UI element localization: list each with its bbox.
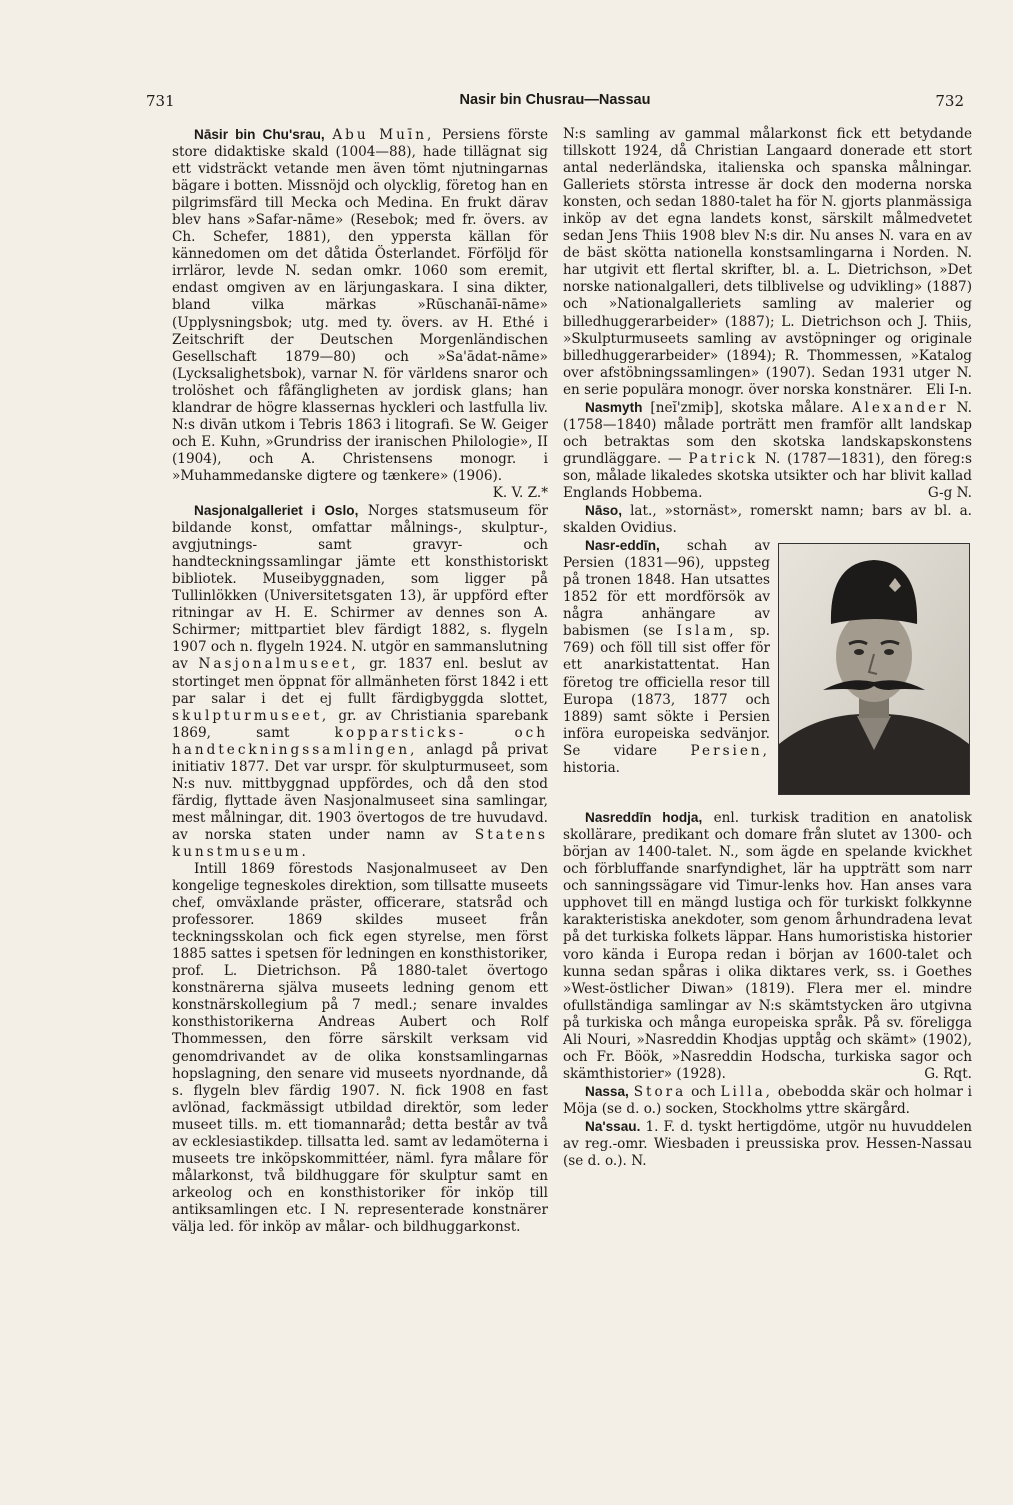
entry-headword: Nassa, [585,1083,629,1099]
entry-text: N. (1758—1840) målade porträtt men framför allt landskap och betraktas som den skotska landskapskonstens grundläggare. — [563,399,973,467]
entry-headword: Nasr-eddīn, [585,538,660,554]
spaced-term: Islam, [676,623,737,640]
entry-headword: Nasmyth [585,399,643,415]
entry-text: Norges statsmuseum för bildande konst, omfattar målnings-, skulptur-, avgjutnings- samt gravyr- och handteckningssamlingar jämte ett konsthistoriskt bibliotek. Museibyggnaden, som ligger på Tullinlökken (Universitetsgaten 13), är uppförd efter ritningar av H. E. Schirmer av dennes son A. Schirmer; mittpartiet blev färdigt 1882, s. flygeln 1907 och n. flygeln 1924. N. utgör en sammanslutning av [172,503,548,673]
entry-nasmyth [563,399,972,502]
entry-text: enl. turkisk tradition en anatolisk skollärare, predikant och domare från slutet av 1300- och början av 1400-talet. N., som ägde en spelande kvickhet och förbluffande snarfyndighet, lär ha uppträtt som narr och sanningssägare vid Timur-lenks hov. Han anses vara upphovet till en mängd lustiga och för turkiskt folkkynne karakteristiska anekdoter, som genom århundradena levat på det turkiska folkets läppar. Hans humoristiska historier voro kända i Europa redan i början av 1600-talet och kunna sedan spåras i olika diktares verk, ss. i Goethes »West-östlicher Diwan» (1819). Flera mer el. mindre ofullständiga samlingar av N:s skämtstycken äro utgivna på turkiska och många europeiska språk. På sv. föreligga Ali Nouri, »Nasreddin Khodjas upptåg och skämt» (1902), och Fr. Böök, »Nasreddin Hodscha, turkiska sagor och skämthistorier» (1928). [563,810,973,1082]
portrait-figure [778,543,972,805]
page-header [146,92,964,114]
entry-nasr-eddin [563,537,972,777]
entry-text: Intill 1869 förestods Nasjonalmuseet av Den kongelige tegneskoles direktion, som tillsatte museets chef, omväxlande präster, officerare, statsråd och professorer. 1869 skildes museet från teckningsskolan och fick egen styrelse, men först 1885 sattes i spetsen för ledningen en konsthistoriker, prof. L. Dietrichson. På 1880-talet övertogo konstnärerna själva museets ledning genom ett konstnärskollegium på 7 medl.; senare invaldes konsthistorikerna Andreas Aubert och Rolf Thommessen, den förre särskilt verksam vid genomdrivandet av de olika konstsamlingarnas hopslagning, den senare vid museets nyordnande, då s. flygeln blev färdig 1907. N. fick 1908 en fast avlönad, fackmässigt utbildad direktör, som leder museet tills. m. ett tiomannaråd; detta består av två av ecklesiastikdep. tillsatta led. samt av ledamöterna i museets tre inköpskommittéer, näml. fyra målare för målarkonst, två bildhuggare för skulptur samt en arkeolog och en konsthistoriker för inköp till antiksamlingen etc. I N. representerade konstnärer välja led. för inköp av målar- och bildhuggarkonst. [172,861,548,1235]
entry-text: N:s samling av gammal målarkonst fick ett betydande tillskott 1924, då Christian Langaard donerade ett stort antal nederländska, italienska och spanska målningar. Galleriets största intresse är dock den moderna norska konsten, och sedan 1880-talet ha för N. gjorts planmässiga inköp av det egna landets konst, särskilt målmedvetet sedan Jens Thiis 1908 blev N:s dir. Nu anses N. vara en av de bäst skötta nationella konstsamlingarna i Norden. N. har utgivit ett flertal skrifter, bl. a. L. Dietrichson, »Det norske nationalgalleri, dets tilblivelse og udvikling» (1887) och »Nationalgalleriets samling av malerier og billedhuggerarbeider» (1887); L. Dietrichson och J. Thiis, »Skulpturmuseets samling av avstöpninger og originale billedhuggerarbeider» (1894); R. Thommessen, »Katalog over afstöbningssamlingen» (1907). Sedan 1931 utger N. en serie populära monogr. över norska konstnärer. [563,126,972,398]
spaced-name: Abu Muīn, [332,127,435,143]
entry-text: sp. 769) och föll till sist offer för ett anarkistattentat. Han företog tre officiella resor till Europa (1873, 1877 och 1889) samt sökte i Persien införa europeiska sedvänjor. Se vidare [563,623,770,759]
entry-headword: Nasjonalgalleriet i Oslo, [194,503,359,519]
portrait-nasr-eddin-shah [778,543,970,795]
portrait-left-eye [854,649,864,655]
entry-text: N. (1787—1831), den föreg:s son, målade likaledes skotska utsikter och har blivit kallad Englands Hobbema. [563,450,972,501]
entry-headword: Nāsir bin Chu'srau, [194,127,325,142]
spaced-name: Stora [633,1083,687,1100]
entry-text: schah av Persien (1831—96), uppsteg på tronen 1848. Han utsattes 1852 för ett mordförsök av några anhängare av babismen (se [563,538,771,640]
entry-text: skotska målare. [731,399,844,416]
entry-text: gr. av Christiania sparebank 1869, samt [172,707,548,741]
entry-nassau [563,1118,972,1170]
spaced-term: Nasjonalmuseet, [198,656,359,673]
entry-text: obebodda skär och holmar i Möja (se d. o.) socken, Stockholms yttre skärgård. [563,1083,973,1117]
spaced-term: kopparsticks- och handteckningssamlingen, [172,724,548,758]
spaced-term: Persien, [690,742,771,759]
left-column [172,126,548,1236]
author-signature: Eli I-n. [926,381,972,398]
right-column [563,126,972,1170]
entry-naso [563,502,972,537]
author-signature: G. Rqt. [924,1065,972,1082]
entry-headword: Nasreddīn hodja, [585,810,703,826]
entry-text: gr. 1837 enl. beslut av stortinget men öppnat för allmänheten först 1842 i ett par salar i det ej fullt färdigbyggda slottet, [172,656,549,707]
entry-headword: Na'ssau. [585,1118,641,1134]
pronunciation: [neĭ'zmiþ], [650,399,724,416]
spaced-name: Alexander [851,399,949,416]
entry-nasir-bin-chusrau [172,126,549,501]
entry-text: anlagd på privat initiativ 1877. Det var urspr. för skulpturmuseet, som N:s nuv. mittbyggnad uppfördes, och då den stod färdig, flyttade även Nasjonalmuseet sina samlingar, mest målningar, dit. 1903 övertogos de tre huvudavd. av norska staten under namn av [172,741,548,843]
author-signature: K. V. Z.* [492,484,548,501]
spaced-term: skulpturmuseet, [172,707,330,724]
entry-headword: Nāso, [585,503,623,519]
entry-nassa [563,1083,972,1118]
spaced-term: Statens kunstmuseum. [172,826,549,860]
page-number-left: 731 [146,92,175,110]
entry-nasjonalgalleriet [172,485,548,1236]
entry-nasreddin-hodja [563,777,972,1083]
entry-text: Persiens förste store didaktiske skald (1004—88), hade tillägnat sig ett vidsträckt vetande men även tömt njutningarnas bägare i botten. Missnöjd och olycklig, företog han en pilgrimsfärd till Mecka och Medina. En frukt därav blev hans »Safar-nāme» (Resebok; med fr. övers. av Ch. Schefer, 1881), den yppersta källan för kännedomen om det dåtida Österlandet. Förföljd för irrläror, levde N. sedan omkr. 1060 som eremit, endast omgiven av en lärjungaskara. I sina dikter, bland vilka märkas »Rūschanāī-nāme» (Upplysningsbok; utg. med ty. övers. av H. Ethé i Zeitschrift der Deutschen Morgenländischen Gesellschaft 1879—80) och »Sa'ādat-nāme» (Lycksalighetsbok), varnar N. för världens snaror och trolöshet och fåfängligheten av jordisk glans; han klandrar de högre klassernas hyckleri och lastfulla liv. N:s divān utkom i Tebris 1863 i litografi. Se W. Geiger och E. Kuhn, »Grundriss der iranischen Philologie», II (1904), och A. Christensens monogr. i »Muhammedanske digtere og tænkere» (1906). [172,127,549,484]
entry-nasjonalgalleriet-continued [563,126,972,399]
entry-text: lat., »stornäst», romerskt namn; bars av bl. a. skalden Ovidius. [563,503,972,537]
portrait-image [779,544,969,794]
page-number-right: 732 [935,92,964,110]
entry-text: 1. F. d. tyskt hertigdöme, utgör nu huvuddelen av reg.-omr. Wiesbaden i preussiska prov. Hessen-Nassau (se d. o.). N. [563,1118,972,1170]
entry-text: och [691,1083,716,1100]
author-signature: G-g N. [927,484,972,501]
spaced-name: Patrick [688,450,759,467]
portrait-right-eye [884,649,894,655]
running-title: Nasir bin Chusrau—Nassau [459,92,651,108]
entry-text: historia. [563,759,620,776]
spaced-name: Lilla, [720,1083,773,1100]
